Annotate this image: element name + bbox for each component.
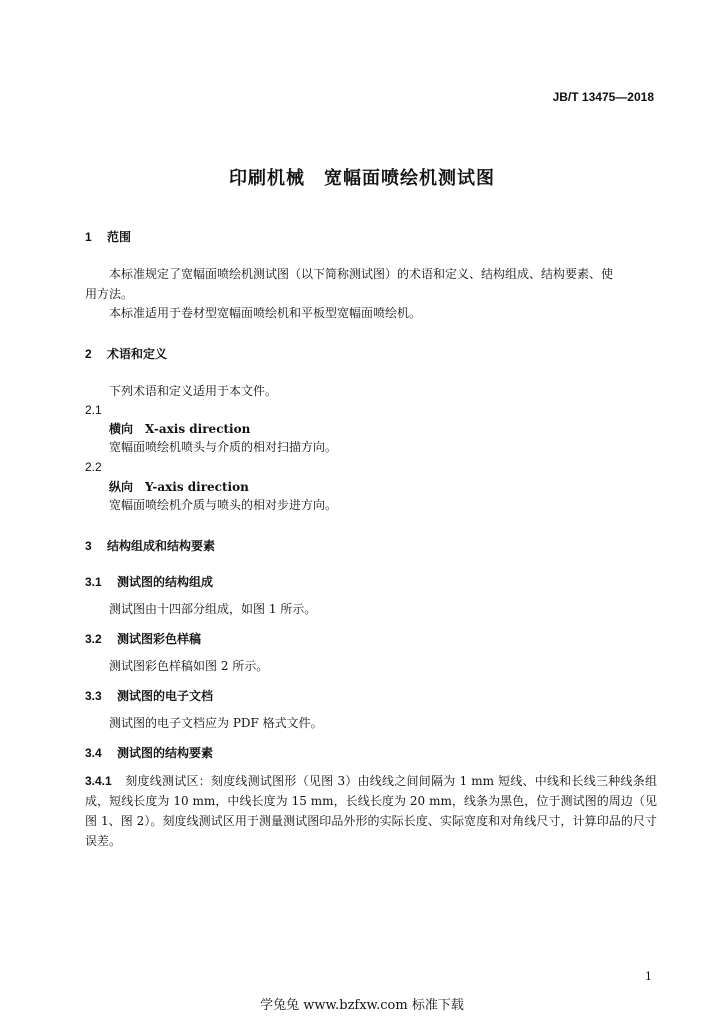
subsection-3-2-text: 测试图彩色样稿如图 2 所示。 — [109, 659, 269, 673]
section-number: 2 — [85, 347, 92, 361]
section-2-heading — [85, 345, 167, 362]
clause-text: 刻度线测试区：刻度线测试图形（见图 3）由线线之间间隔为 1 mm 短线、中线和长线三种线条组成，短线长度为 10 mm，中线长度为 15 mm，长线长度为 20 mm，线条为黑色，位于测试图的周边（见图 1、图 2）。刻度线测试区用于测量测试图印品外形的实际长度、实际宽度和对角线尺寸，计算印品的尺寸误差。 — [85, 774, 657, 848]
subsection-title: 测试图的结构组成 — [117, 575, 214, 589]
subsection-3-3-heading — [85, 687, 213, 704]
section-title: 术语和定义 — [107, 347, 168, 361]
term-2-2-definition: 宽幅面喷绘机介质与喷头的相对步进方向。 — [109, 498, 338, 512]
term-2-1-definition: 宽幅面喷绘机喷头与介质的相对扫描方向。 — [109, 440, 338, 454]
subsection-number: 3.2 — [85, 632, 102, 646]
subsection-title: 测试图的结构要素 — [117, 746, 214, 760]
section-title: 范围 — [107, 230, 132, 244]
subsection-3-2-heading — [85, 630, 201, 647]
document-title: 印刷机械 宽幅面喷绘机测试图 — [229, 168, 495, 189]
footer-watermark[interactable]: 学兔兔 www.bzfxw.com 标准下载 — [260, 998, 464, 1013]
subsection-3-1-heading — [85, 573, 213, 590]
subsection-3-1-text: 测试图由十四部分组成，如图 1 所示。 — [109, 602, 317, 616]
section-1-paragraph-1-line-2: 用方法。 — [85, 287, 134, 301]
section-1-paragraph-1-line-1: 本标准规定了宽幅面喷绘机测试图（以下简称测试图）的术语和定义、结构组成、结构要素、使 — [109, 267, 614, 281]
term-2-2-name: 纵向 Y-axis direction — [109, 480, 249, 494]
clause-3-4-1 — [85, 771, 657, 851]
subsection-title: 测试图彩色样稿 — [117, 632, 202, 646]
section-title: 结构组成和结构要素 — [107, 539, 216, 553]
subsection-number: 3.3 — [85, 689, 102, 703]
subsection-number: 3.1 — [85, 575, 102, 589]
subsection-3-4-heading — [85, 744, 213, 761]
section-1-paragraph-2: 本标准适用于卷材型宽幅面喷绘机和平板型宽幅面喷绘机。 — [109, 306, 422, 320]
subsection-number: 3.4 — [85, 746, 102, 760]
section-2-intro: 下列术语和定义适用于本文件。 — [109, 384, 278, 398]
term-2-2-number: 2.2 — [85, 460, 102, 474]
page-number: 1 — [645, 970, 652, 983]
clause-number: 3.4.1 — [85, 774, 112, 788]
term-2-1-name: 横向 X-axis direction — [109, 422, 251, 436]
term-2-1-number: 2.1 — [85, 403, 102, 417]
section-3-heading — [85, 537, 215, 554]
standard-code: JB/T 13475—2018 — [552, 90, 654, 104]
subsection-title: 测试图的电子文档 — [117, 689, 214, 703]
subsection-3-3-text: 测试图的电子文档应为 PDF 格式文件。 — [109, 716, 323, 730]
section-number: 3 — [85, 539, 92, 553]
section-1-heading — [85, 228, 131, 245]
section-number: 1 — [85, 230, 92, 244]
